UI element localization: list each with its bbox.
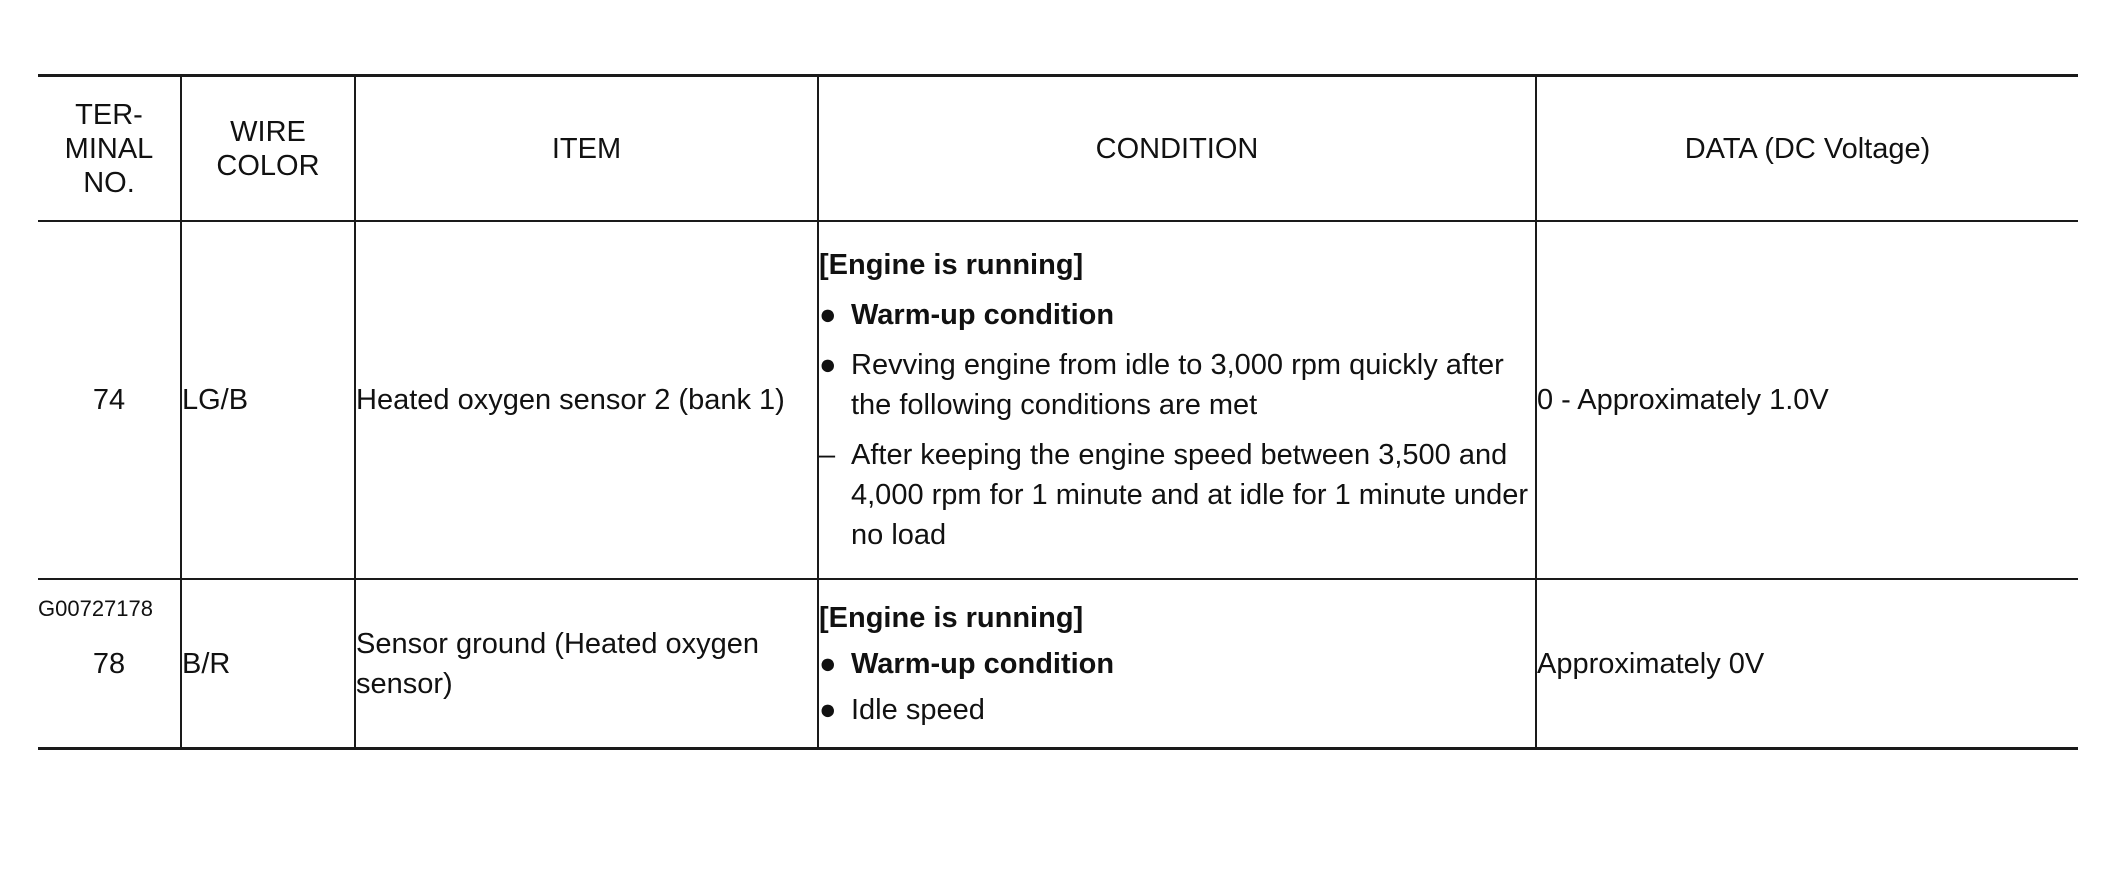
- condition-text: Revving engine from idle to 3,000 rpm quickly after the following conditions are met: [851, 349, 1504, 421]
- header-terminal-no: TER-MINAL NO.: [64, 98, 154, 199]
- specification-sheet: [38, 74, 2078, 750]
- table-row: [38, 221, 2078, 579]
- item-description: Sensor ground (Heated oxygen sensor): [355, 579, 818, 749]
- condition-text: Warm-up condition: [851, 299, 1115, 331]
- condition-cell: [818, 579, 1536, 749]
- condition-heading: [Engine is running]: [819, 601, 1084, 634]
- condition-line: [819, 435, 1535, 555]
- terminal-number: 78: [92, 647, 126, 680]
- header-item: ITEM: [355, 76, 818, 222]
- condition-text: Idle speed: [851, 693, 985, 726]
- condition-line: [819, 295, 1535, 335]
- bullet-marker: ●: [819, 349, 837, 381]
- condition-text: After keeping the engine speed between 3,500 and 4,000 rpm for 1 minute and at idle for 1 minute under no load: [851, 439, 1529, 551]
- table-row: [38, 579, 2078, 749]
- header-row: [38, 76, 2078, 222]
- terminal-data-table: [38, 74, 2078, 750]
- condition-line: [819, 690, 1535, 730]
- bullet-marker: ●: [819, 693, 837, 726]
- terminal-number: 74: [92, 384, 126, 416]
- header-wire-color: WIRE COLOR: [181, 76, 355, 222]
- condition-text: Warm-up condition: [851, 647, 1115, 680]
- dash-marker: –: [819, 439, 836, 471]
- wire-color: B/R: [181, 579, 355, 749]
- dc-voltage-value: Approximately 0V: [1536, 579, 2078, 749]
- figure-code: G00727178: [38, 596, 153, 621]
- header-condition: CONDITION: [818, 76, 1536, 222]
- condition-line: [819, 345, 1535, 425]
- header-data: DATA (DC Voltage): [1536, 76, 2078, 222]
- wire-color: LG/B: [181, 221, 355, 579]
- condition-cell: [818, 221, 1536, 579]
- condition-line: [819, 644, 1535, 684]
- bullet-marker: ●: [819, 647, 837, 680]
- item-description: Heated oxygen sensor 2 (bank 1): [355, 221, 818, 579]
- condition-heading: [Engine is running]: [819, 249, 1084, 281]
- bullet-marker: ●: [819, 299, 837, 331]
- dc-voltage-value: 0 - Approximately 1.0V: [1536, 221, 2078, 579]
